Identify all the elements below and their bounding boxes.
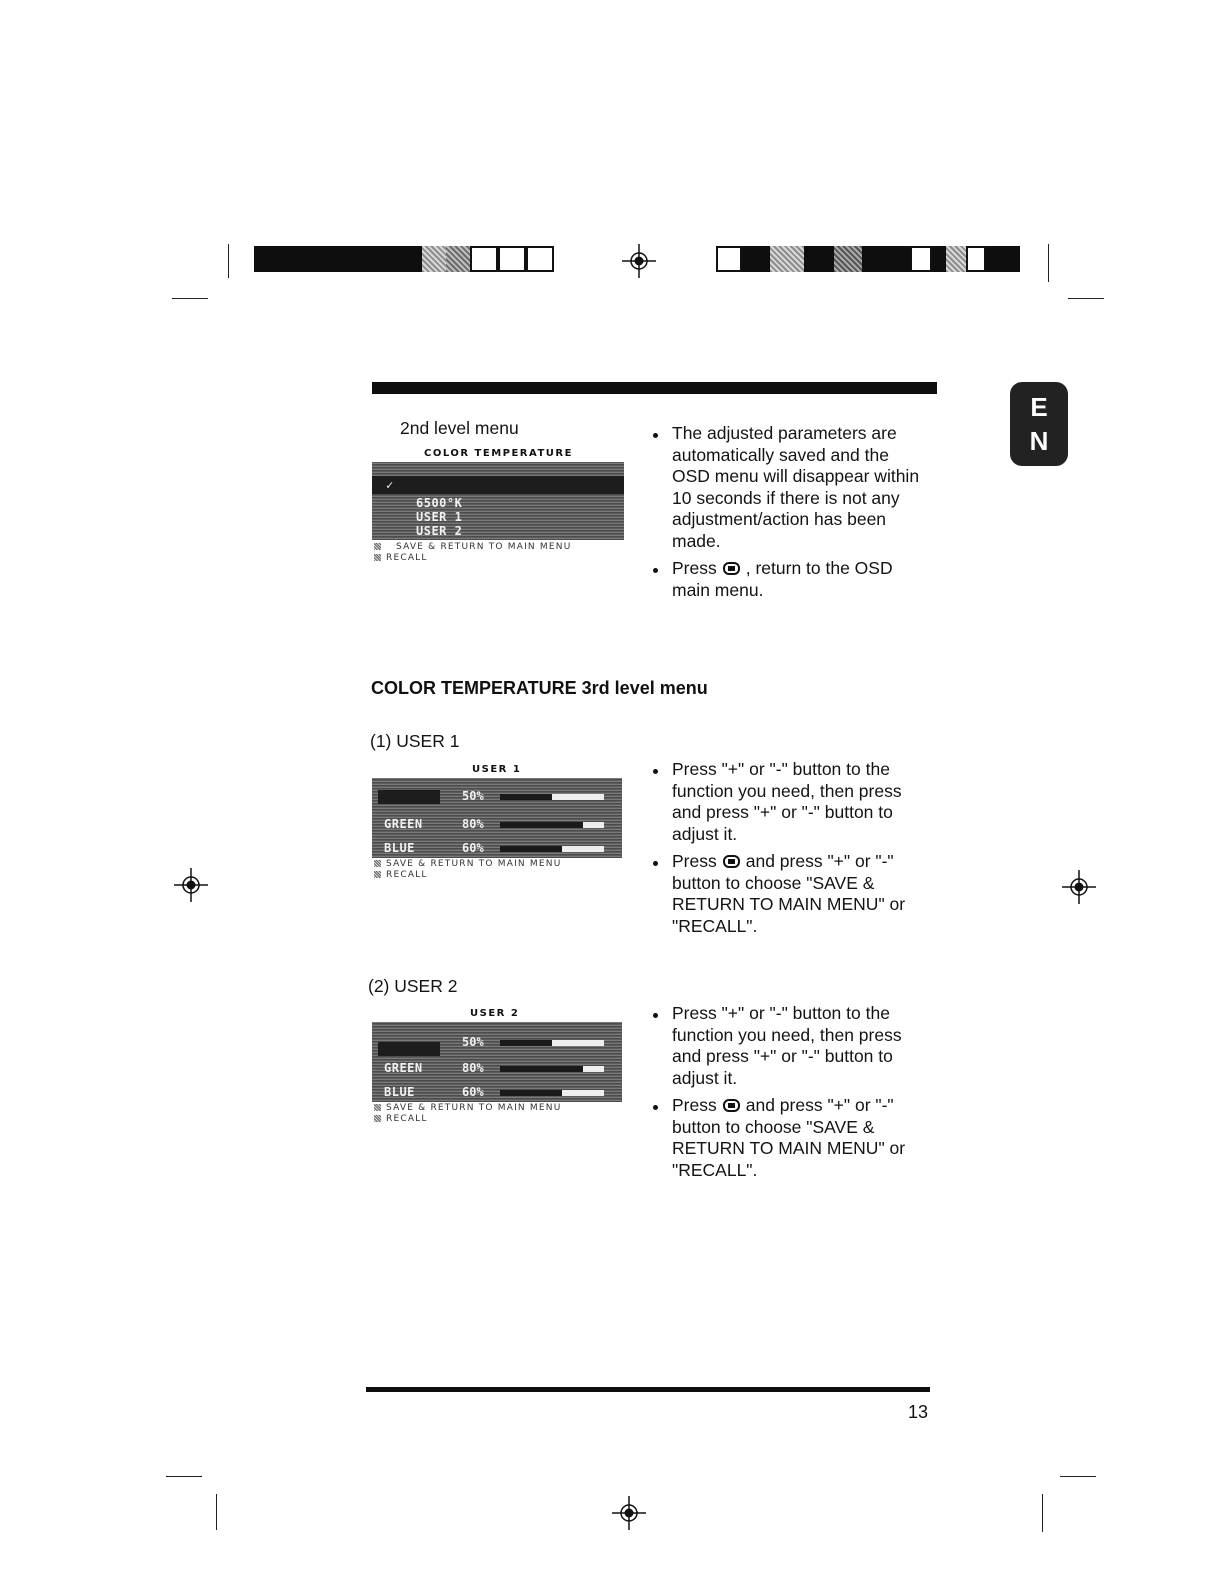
level-bar — [500, 1066, 604, 1072]
osd-footer-save: SAVE & RETURN TO MAIN MENU — [372, 859, 622, 870]
level-bar — [500, 794, 604, 800]
registration-mark-icon — [612, 1496, 646, 1530]
osd-row-red: 50% — [372, 1032, 622, 1052]
osd-title: COLOR TEMPERATURE — [424, 448, 573, 459]
crop-mark — [1060, 1476, 1096, 1477]
language-tab-letter: N — [1029, 426, 1049, 456]
print-color-bar-left — [254, 246, 558, 272]
bullet-item: Press "+" or "-" button to the function you need, then press and press "+" or "-" button to adjust it. — [650, 759, 925, 845]
crop-mark — [1048, 244, 1049, 282]
level-bar — [500, 1040, 604, 1046]
crop-mark — [1042, 1494, 1043, 1532]
print-color-bar-right — [716, 246, 1020, 272]
language-tab — [1010, 382, 1068, 466]
osd-footer-save: SAVE & RETURN TO MAIN MENU — [372, 542, 624, 553]
crop-mark — [228, 244, 229, 278]
osd-screen — [372, 1022, 622, 1102]
bullet-item: The adjusted parameters are automatically saved and the OSD menu will disappear within 10 seconds if there is not any adjustment/action has been made. — [650, 423, 925, 552]
menu-button-icon — [723, 855, 740, 868]
osd-user2 — [372, 1008, 622, 1125]
header-rule — [372, 382, 937, 394]
level-bar — [500, 822, 604, 828]
registration-mark-icon — [1062, 870, 1096, 904]
footer-rule — [366, 1387, 930, 1392]
user2-bullets — [650, 1003, 925, 1187]
osd-item-user1: USER 1 — [416, 510, 463, 524]
section1-bullets — [650, 423, 925, 607]
osd-row-blue: BLUE 60% — [372, 838, 622, 858]
bullet-item: Press "+" or "-" button to the function you need, then press and press "+" or "-" button to adjust it. — [650, 1003, 925, 1089]
osd-screen — [372, 462, 624, 540]
osd-item-6500k: 6500°K — [416, 496, 463, 510]
osd-footer-recall: RECALL — [372, 1114, 622, 1125]
osd-item-user2: USER 2 — [416, 524, 463, 538]
osd-title: USER 2 — [470, 1008, 520, 1019]
menu-button-icon — [723, 1099, 740, 1112]
osd-user1 — [372, 764, 622, 881]
osd-footer-save: SAVE & RETURN TO MAIN MENU — [372, 1103, 622, 1114]
osd-row-green: GREEN 80% — [372, 814, 622, 834]
bullet-item: Press and press "+" or "-" button to choose "SAVE & RETURN TO MAIN MENU" or "RECALL". — [650, 1095, 925, 1181]
crop-mark — [216, 1494, 217, 1530]
check-icon: ✓ — [386, 478, 394, 492]
page-number: 13 — [908, 1402, 929, 1422]
level-bar — [500, 846, 604, 852]
registration-mark-icon — [622, 244, 656, 278]
bullet-item: Press , return to the OSD main menu. — [650, 558, 925, 601]
osd-title: USER 1 — [472, 764, 522, 775]
crop-mark — [1068, 298, 1104, 299]
osd-row-blue: BLUE 60% — [372, 1082, 622, 1102]
user2-caption: (2) USER 2 — [368, 976, 458, 996]
osd-screen — [372, 778, 622, 858]
level-bar — [500, 1090, 604, 1096]
menu-button-icon — [723, 562, 740, 575]
osd-color-temperature — [372, 448, 624, 564]
crop-mark — [172, 298, 208, 299]
user1-bullets — [650, 759, 925, 943]
bullet-item: Press and press "+" or "-" button to choose "SAVE & RETURN TO MAIN MENU" or "RECALL". — [650, 851, 925, 937]
osd-row-green: GREEN 80% — [372, 1058, 622, 1078]
section-heading: COLOR TEMPERATURE 3rd level menu — [371, 678, 708, 698]
section1-caption: 2nd level menu — [400, 418, 519, 438]
language-tab-letter: E — [1030, 392, 1048, 422]
crop-mark — [166, 1476, 202, 1477]
user1-caption: (1) USER 1 — [370, 731, 460, 751]
osd-row-red: 50% — [372, 786, 622, 806]
osd-footer-recall: RECALL — [372, 870, 622, 881]
registration-mark-icon — [174, 868, 208, 902]
osd-footer-recall: RECALL — [372, 553, 624, 564]
